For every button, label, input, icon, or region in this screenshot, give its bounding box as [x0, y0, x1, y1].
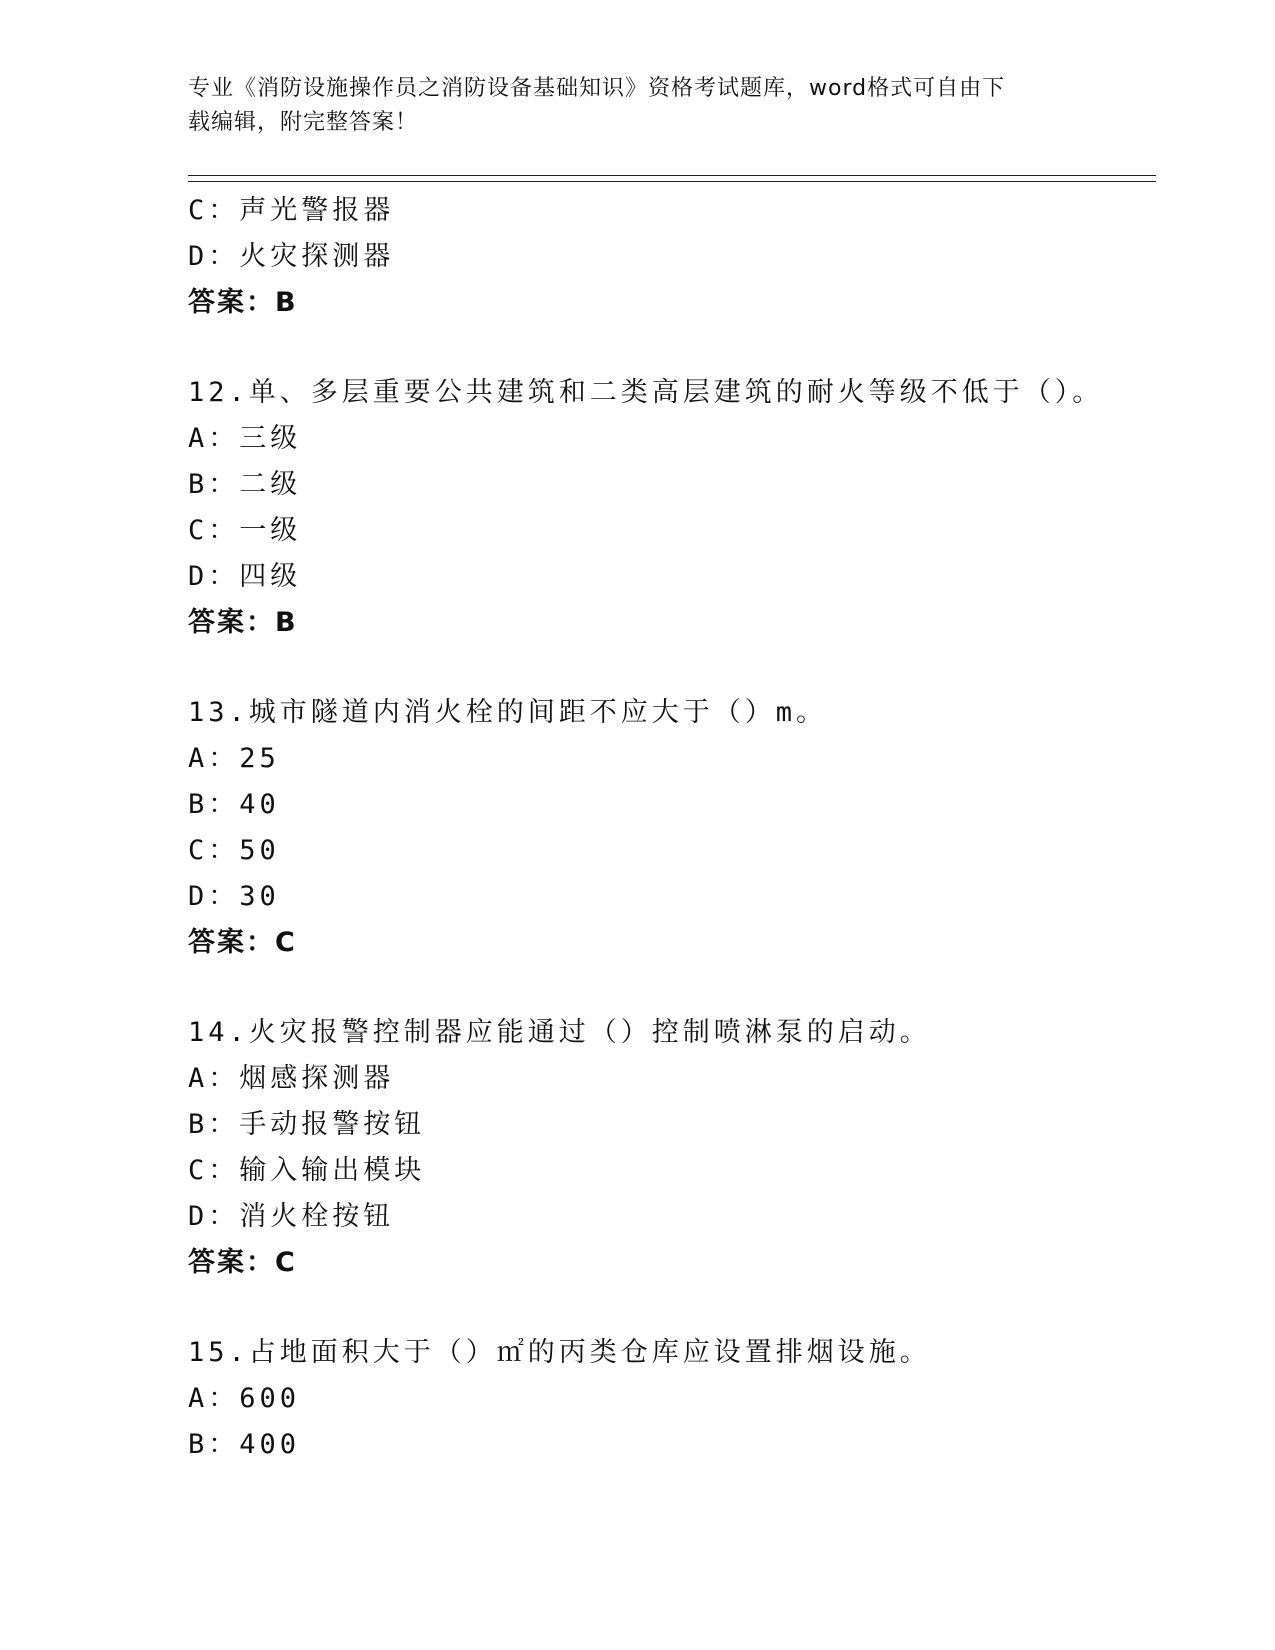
answer-label: 答案：C: [188, 1247, 297, 1278]
question-stem: 12.单、多层重要公共建筑和二类高层建筑的耐火等级不低于（）。: [188, 377, 1104, 408]
spacer: [188, 326, 1156, 370]
option-b: B：二级: [188, 469, 302, 500]
spacer: [188, 966, 1156, 1010]
answer-label: 答案：B: [188, 287, 298, 318]
spacer: [188, 646, 1156, 690]
spacer: [188, 1286, 1156, 1330]
header-line-2: 载编辑，附完整答案！: [188, 110, 419, 135]
option-d: D：四级: [188, 561, 302, 592]
option-c: C：声光警报器: [188, 195, 395, 226]
option-d: D：火灾探测器: [188, 241, 395, 272]
header-divider-top: [188, 175, 1156, 176]
question-stem: 15.占地面积大于（）㎡的丙类仓库应设置排烟设施。: [188, 1337, 931, 1368]
option-a: A：三级: [188, 423, 302, 454]
option-b: B：40: [188, 789, 280, 820]
option-a: A：25: [188, 743, 280, 774]
document-header: [188, 72, 1088, 140]
option-b: B：手动报警按钮: [188, 1109, 426, 1140]
answer-label: 答案：C: [188, 927, 297, 958]
question-stem: 14.火灾报警控制器应能通过（）控制喷淋泵的启动。: [188, 1017, 931, 1048]
option-d: D：消火栓按钮: [188, 1201, 395, 1232]
question-12: [188, 370, 1156, 646]
question-11-continued: [188, 188, 1156, 326]
option-c: C：输入输出模块: [188, 1155, 426, 1186]
header-line-1: 专业《消防设施操作员之消防设备基础知识》资格考试题库，word格式可自由下: [188, 76, 1006, 101]
question-list: [188, 188, 1156, 1468]
option-d: D：30: [188, 881, 280, 912]
option-a: A：烟感探测器: [188, 1063, 395, 1094]
question-stem: 13.城市隧道内消火栓的间距不应大于（）m。: [188, 697, 828, 728]
option-c: C：一级: [188, 515, 302, 546]
question-14: [188, 1010, 1156, 1286]
option-c: C：50: [188, 835, 280, 866]
header-divider-bottom: [188, 181, 1156, 182]
question-15: [188, 1330, 1156, 1468]
answer-label: 答案：B: [188, 607, 298, 638]
option-a: A：600: [188, 1383, 301, 1414]
question-13: [188, 690, 1156, 966]
option-b: B：400: [188, 1429, 301, 1460]
